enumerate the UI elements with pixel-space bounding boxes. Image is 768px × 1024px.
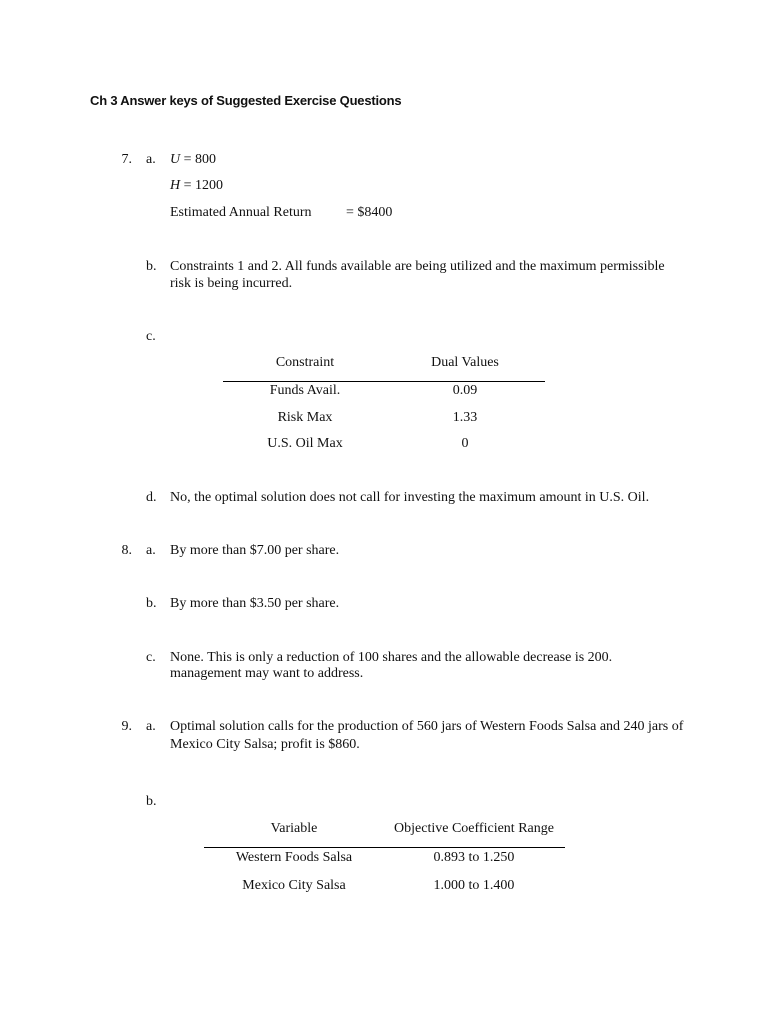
range-table-cell-range: 1.000 to 1.400 — [433, 878, 515, 893]
q7b-text-line1: Constraints 1 and 2. All funds available are being utilized and the maximum permissible — [170, 259, 665, 274]
range-table-header-rule — [204, 847, 565, 848]
dual-table-header-constraint: Constraint — [275, 355, 335, 370]
q7d-label: d. — [146, 490, 157, 505]
q7d-text: No, the optimal solution does not call for investing the maximum amount in U.S. Oil. — [170, 490, 650, 505]
h-variable: H — [170, 178, 181, 193]
dual-table-cell-constraint: U.S. Oil Max — [267, 436, 343, 451]
q9a-text-line2: Mexico City Salsa; profit is $860. — [170, 737, 360, 752]
range-table-header-variable: Variable — [270, 821, 318, 836]
range-table-header-range: Objective Coefficient Range — [394, 821, 554, 836]
q8a-label: a. — [146, 543, 156, 558]
q7b-label: b. — [146, 259, 157, 274]
q9a-label: a. — [146, 719, 156, 734]
page-heading: Ch 3 Answer keys of Suggested Exercise Questions — [90, 93, 402, 108]
dual-table-header-dual-values: Dual Values — [431, 355, 499, 370]
q9a-text-line1: Optimal solution calls for the production of 560 jars of Western Foods Salsa and 240 jars of — [170, 719, 684, 734]
q7a-u-line — [170, 151, 216, 168]
question-8-number: 8. — [121, 543, 132, 558]
q8b-label: b. — [146, 596, 157, 611]
q8c-label: c. — [146, 650, 156, 665]
dual-table-cell-constraint: Funds Avail. — [269, 383, 341, 398]
range-table-cell-variable: Western Foods Salsa — [235, 850, 353, 865]
u-value: = 800 — [180, 152, 217, 167]
dual-table-cell-dual: 0 — [461, 436, 469, 451]
range-table-cell-range: 0.893 to 1.250 — [433, 850, 515, 865]
q8c-text-line2: management may want to address. — [170, 666, 364, 681]
q8a-text: By more than $7.00 per share. — [170, 543, 340, 558]
dual-table-cell-dual: 0.09 — [452, 383, 478, 398]
dual-table-cell-dual: 1.33 — [452, 410, 478, 425]
q7a-label: a. — [146, 152, 156, 167]
question-7-number: 7. — [121, 152, 132, 167]
range-table-cell-variable: Mexico City Salsa — [242, 878, 346, 893]
question-9-number: 9. — [121, 719, 132, 734]
q7a-h-line — [170, 177, 223, 194]
q8b-text: By more than $3.50 per share. — [170, 596, 340, 611]
u-variable: U — [170, 152, 181, 167]
h-value: = 1200 — [180, 178, 224, 193]
q7c-label: c. — [146, 329, 156, 344]
q7b-text-line2: risk is being incurred. — [170, 276, 293, 291]
dual-table-cell-constraint: Risk Max — [277, 410, 333, 425]
q7a-return-value: = $8400 — [346, 205, 393, 220]
q7a-return-label: Estimated Annual Return — [170, 205, 312, 220]
q9b-label: b. — [146, 794, 157, 809]
q8c-text-line1: None. This is only a reduction of 100 shares and the allowable decrease is 200. — [170, 650, 613, 665]
